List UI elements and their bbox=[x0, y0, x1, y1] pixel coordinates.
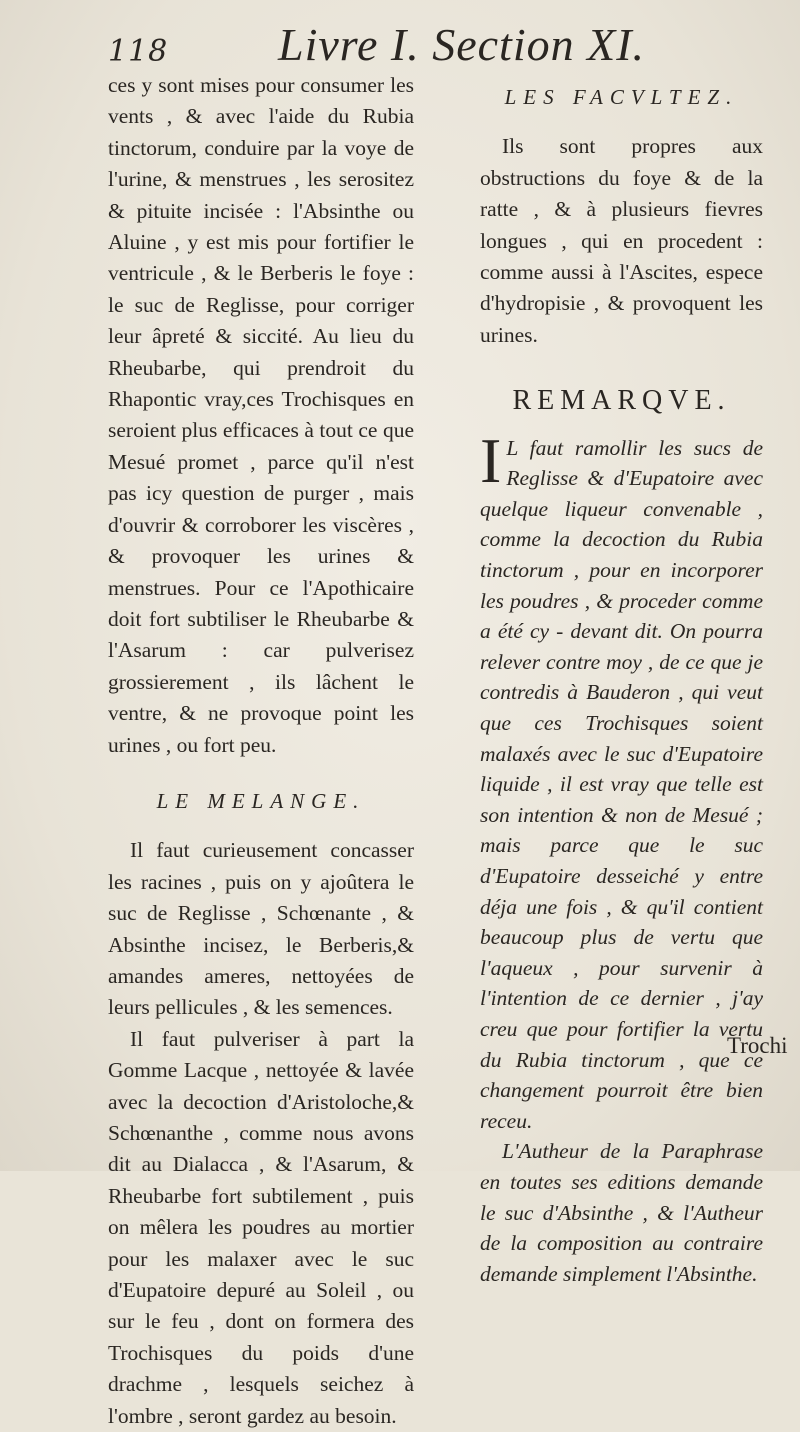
right-paragraph-3: L'Autheur de la Paraphrase en toutes ses editions demande le suc d'Absinthe , & l'Autheur de la composition au contraire demande simplement l'Absinthe. bbox=[480, 1139, 763, 1286]
left-paragraph-2: Il faut curieusement concasser les racines , puis on y ajoûtera le suc de Reglisse , Schœnante , & Absinthe incisez, le Berberis,& amandes ameres, nettoyées de leurs pellicules , & les semences. bbox=[108, 838, 414, 1020]
left-paragraph-1: ces y sont mises pour consumer les vents , & avec l'aide du Rubia tinctorum, conduire par la voye de l'urine, & menstrues , les serositez & pituite incisée : l'Absinthe ou Aluine , y est mis pour fortifier le ventricule , & le Berberis le foye : le suc de Reglisse, pour corriger leur âpreté & siccité. Au lieu du Rheubarbe, qui prendroit du Rhapontic vray,ces Trochisques en seroient plus efficaces à tout ce que Mesué promet , parce qu'il n'est pas icy question de purger , mais d'ouvrir & corroborer les viscères , & provoquer les urines & menstrues. Pour ce l'Apothicaire doit fort subtiliser le Rheubarbe & l'Asarum : car pulverisez grossierement , ils lâchent le ventre, & ne provoque point les urines , ou fort peu. bbox=[108, 73, 414, 757]
running-title: Livre I. Section XI. bbox=[278, 19, 646, 70]
catchword: Trochi bbox=[727, 1033, 788, 1058]
right-paragraph-2 bbox=[480, 424, 763, 1137]
right-paragraph-1: Ils sont propres aux obstructions du foye & de la ratte , & à plusieurs fievres longues , qui en procedent : comme aussi à l'Ascites, espece d'hydropisie , & provoquent les urines. bbox=[480, 134, 763, 347]
remarque-heading: REMARQVE. bbox=[512, 385, 731, 417]
right-paragraph-2-text: L faut ramollir les sucs de Reglisse & d'Eupatoire avec quelque liqueur convenable , comme la decoction du Rubia tinctorum , pour en incorporer les poudres , & proceder comme a été cy - devant dit. On pourra relever contre moy , de ce que je contredis à Bauderon , qui veut que ces Trochisques soient malaxés avec le suc d'Eupatoire liquide , il est vray que telle est son intention & non de Mesué ; mais parce que le suc d'Eupatoire desseiché y entre déja une fois , & qu'il contient beaucoup plus de vertu que l'aqueux , pour survenir à l'intention de ce dernier , j'ay creu que pour fortifier la vertu du Rubia tinctorum , que ce changement pourroit être bien receu. bbox=[480, 435, 763, 1133]
page-number: 118 bbox=[108, 34, 169, 69]
drop-cap: I bbox=[480, 424, 502, 496]
melange-heading: LE MELANGE. bbox=[156, 788, 366, 813]
left-column bbox=[108, 70, 414, 1432]
right-column bbox=[480, 82, 763, 1289]
facultez-heading: LES FACVLTEZ. bbox=[504, 85, 739, 109]
left-paragraph-3: Il faut pulveriser à part la Gomme Lacque , nettoyée & lavée avec la decoction d'Aristoloche,& Schœnanthe , comme nous avons dit au Dialacca , & l'Asarum, & Rheubarbe fort subtilement , puis on mêlera les poudres au mortier pour les malaxer avec le suc d'Eupatoire depuré au Soleil , ou sur le feu , dont on formera des Trochisques du poids d'une drachme , lesquels seichez à l'ombre , seront gardez au besoin. bbox=[108, 1026, 414, 1428]
page-header bbox=[108, 18, 740, 78]
